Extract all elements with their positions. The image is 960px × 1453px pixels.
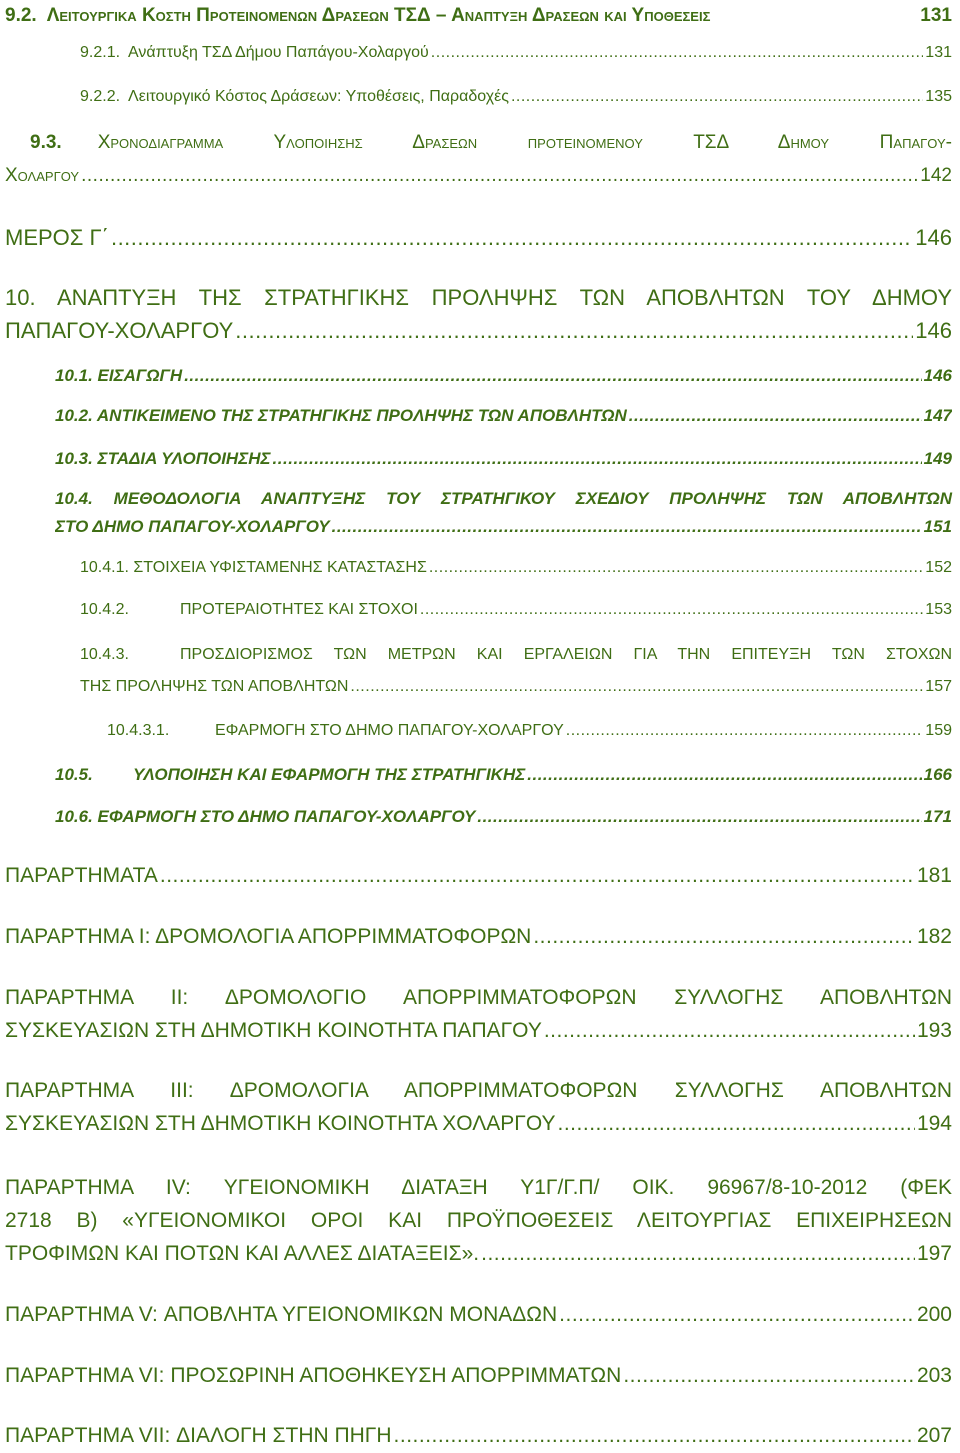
toc-entry[interactable] (5, 1424, 952, 1448)
toc-page: 181 (916, 864, 952, 887)
toc-title-line3: ΤΡΟΦΙΜΩΝ ΚΑΙ ΠΟΤΩΝ ΚΑΙ ΑΛΛΕΣ ΔΙΑΤΑΞΕΙΣ». (5, 1242, 480, 1265)
toc-title: ΠΡΟΤΕΡΑΙΟΤΗΤΕΣ ΚΑΙ ΣΤΟΧΟΙ (180, 601, 418, 618)
toc-entry[interactable] (55, 366, 952, 386)
toc-title: Λειτουργικό Κόστος Δράσεων: Υποθέσεις, Παραδοχές (128, 88, 509, 105)
toc-leader (477, 807, 921, 827)
toc-title: ΠΑΡΑΡΤΗΜΑ VI: ΠΡΟΣΩΡΙΝΗ ΑΠΟΘΗΚΕΥΣΗ ΑΠΟΡΡΙΜΜΑΤΩΝ (5, 1364, 622, 1387)
toc-page: 157 (925, 678, 952, 695)
toc-leader (481, 1242, 915, 1266)
toc-page: 207 (916, 1424, 952, 1447)
toc-number: 9.2.2. (80, 88, 121, 105)
toc-page: 152 (925, 559, 952, 576)
toc-leader (527, 765, 921, 785)
toc-entry[interactable] (0, 646, 960, 706)
toc-entry[interactable] (55, 406, 952, 426)
toc-leader (160, 864, 915, 888)
toc-number: 9.2. (5, 5, 37, 26)
toc-title: ΠΑΡΑΡΤΗΜΑ V: ΑΠΟΒΛΗΤΑ ΥΓΕΙΟΝΟΜΙΚΩΝ ΜΟΝΑΔΩΝ (5, 1303, 558, 1326)
toc-page: 135 (925, 88, 952, 105)
toc-page: 166 (923, 765, 952, 784)
toc-entry[interactable] (0, 285, 960, 351)
toc-page: 146 (923, 366, 952, 385)
toc-page: 146 (915, 225, 952, 250)
toc-page: 171 (923, 807, 952, 826)
toc-entry[interactable] (0, 1176, 960, 1276)
toc-title-line1: 10. ΑΝΑΠΤΥΞΗ ΤΗΣ ΣΤΡΑΤΗΓΙΚΗΣ ΠΡΟΛΗΨΗΣ ΤΩΝ ΑΠΟΒΛΗΤΩΝ ΤΟΥ ΔΗΜΟΥ (5, 285, 952, 310)
toc-page: 153 (925, 601, 952, 618)
toc-number: 10.4.3. (80, 646, 129, 663)
toc-title-line1: Χρονοδιαγραμμα Υλοποιησης Δρασεων προτεινομενου ΤΣΔ Δημου Παπαγου- (97, 132, 952, 153)
toc-leader (420, 601, 923, 619)
toc-entry[interactable] (5, 864, 952, 888)
toc-leader (81, 165, 918, 187)
toc-page: 131 (925, 44, 952, 61)
toc-title-line1: ΠΡΟΣΔΙΟΡΙΣΜΟΣ ΤΩΝ ΜΕΤΡΩΝ ΚΑΙ ΕΡΓΑΛΕΙΩΝ ΓΙΑ ΤΗΝ ΕΠΙΤΕΥΞΗ ΤΩΝ ΣΤΟΧΩΝ (180, 646, 952, 663)
toc-entry[interactable] (80, 88, 952, 106)
toc-entry[interactable] (0, 489, 960, 545)
toc-leader (566, 722, 924, 740)
toc-entry[interactable] (107, 722, 952, 740)
toc-entry[interactable] (80, 44, 952, 62)
toc-title-line2: 2718 Β) «ΥΓΕΙΟΝΟΜΙΚΟΙ ΟΡΟΙ ΚΑΙ ΠΡΟΫΠΟΘΕΣΕΙΣ ΛΕΙΤΟΥΡΓΙΑΣ ΕΠΙΧΕΙΡΗΣΕΩΝ (5, 1209, 952, 1232)
toc-number: 10.5. (55, 765, 93, 784)
toc-title: ΠΑΡΑΡΤΗΜΑ Ι: ΔΡΟΜΟΛΟΓΙΑ ΑΠΟΡΡΙΜΜΑΤΟΦΟΡΩΝ (5, 925, 532, 948)
toc-title: 10.4.1. ΣΤΟΙΧΕΙΑ ΥΦΙΣΤΑΜΕΝΗΣ ΚΑΤΑΣΤΑΣΗΣ (80, 559, 427, 576)
toc-leader (544, 1019, 915, 1043)
toc-title: ΜΕΡΟΣ Γ΄ (5, 225, 109, 250)
toc-leader (558, 1112, 915, 1136)
toc-leader (559, 1303, 915, 1327)
toc-title-line1: ΠΑΡΑΡΤΗΜΑ IV: ΥΓΕΙΟΝΟΜΙΚΗ ΔΙΑΤΑΞΗ Υ1Γ/Γ.Π/ ΟΙΚ. 96967/8-10-2012 (ΦΕΚ (5, 1176, 952, 1199)
toc-page: 142 (920, 165, 952, 186)
toc-title: 10.3. ΣΤΑΔΙΑ ΥΛΟΠΟΙΗΣΗΣ (55, 449, 271, 468)
toc-page: 197 (916, 1242, 952, 1265)
toc-entry[interactable] (0, 1079, 960, 1145)
toc-title-line2: ΤΗΣ ΠΡΟΛΗΨΗΣ ΤΩΝ ΑΠΟΒΛΗΤΩΝ (80, 678, 349, 695)
toc-title: ΥΛΟΠΟΙΗΣΗ ΚΑΙ ΕΦΑΡΜΟΓΗ ΤΗΣ ΣΤΡΑΤΗΓΙΚΗΣ (133, 765, 526, 784)
toc-page: 159 (925, 722, 952, 739)
toc-leader (431, 44, 924, 62)
toc-title-line2: ΣΥΣΚΕΥΑΣΙΩΝ ΣΤΗ ΔΗΜΟΤΙΚΗ ΚΟΙΝΟΤΗΤΑ ΧΟΛΑΡΓΟΥ (5, 1112, 556, 1135)
toc-leader (111, 225, 913, 251)
toc-leader (511, 88, 923, 106)
toc-title: ΠΑΡΑΡΤΗΜΑ VII: ΔΙΑΛΟΓΗ ΣΤΗΝ ΠΗΓΗ (5, 1424, 392, 1447)
toc-entry[interactable] (5, 1364, 952, 1388)
toc-entry[interactable] (5, 225, 952, 251)
toc-title: 10.6. ΕΦΑΡΜΟΓΗ ΣΤΟ ΔΗΜΟ ΠΑΠΑΓΟΥ-ΧΟΛΑΡΓΟΥ (55, 807, 476, 826)
toc-leader (235, 318, 913, 344)
toc-entry[interactable] (5, 1303, 952, 1327)
toc-page: 151 (923, 517, 952, 536)
toc-title-line1: 10.4. ΜΕΘΟΔΟΛΟΓΙΑ ΑΝΑΠΤΥΞΗΣ ΤΟΥ ΣΤΡΑΤΗΓΙΚΟΥ ΣΧΕΔΙΟΥ ΠΡΟΛΗΨΗΣ ΤΩΝ ΑΠΟΒΛΗΤΩΝ (55, 489, 952, 508)
toc-entry[interactable] (5, 5, 952, 27)
toc-page: 200 (916, 1303, 952, 1326)
toc-page: 131 (920, 5, 952, 26)
toc-title-line1: ΠΑΡΑΡΤΗΜΑ ΙΙ: ΔΡΟΜΟΛΟΓΙΟ ΑΠΟΡΡΙΜΜΑΤΟΦΟΡΩΝ ΣΥΛΛΟΓΗΣ ΑΠΟΒΛΗΤΩΝ (5, 986, 952, 1009)
toc-title-line2: ΣΤΟ ΔΗΜΟ ΠΑΠΑΓΟΥ-ΧΟΛΑΡΓΟΥ (55, 517, 330, 536)
toc-number: 9.3. (30, 132, 62, 153)
toc-page: 203 (916, 1364, 952, 1387)
toc-leader (332, 517, 922, 537)
toc-title-line1: ΠΑΡΑΡΤΗΜΑ ΙΙΙ: ΔΡΟΜΟΛΟΓΙΑ ΑΠΟΡΡΙΜΜΑΤΟΦΟΡΩΝ ΣΥΛΛΟΓΗΣ ΑΠΟΒΛΗΤΩΝ (5, 1079, 952, 1102)
toc-page: 193 (916, 1019, 952, 1042)
toc-title: Λειτουργικα Κοστη Προτεινομενων Δρασεων ΤΣΔ – Αναπτυξη Δρασεων και Υποθεσεις (46, 5, 711, 26)
toc-leader (533, 925, 915, 949)
toc-entry[interactable] (55, 807, 952, 827)
toc-page: 149 (923, 449, 952, 468)
toc-title: 10.2. ΑΝΤΙΚΕΙΜΕΝΟ ΤΗΣ ΣΤΡΑΤΗΓΙΚΗΣ ΠΡΟΛΗΨΗΣ ΤΩΝ ΑΠΟΒΛΗΤΩΝ (55, 406, 627, 425)
toc-page: 147 (923, 406, 952, 425)
toc-title: ΠΑΡΑΡΤΗΜΑΤΑ (5, 864, 158, 887)
toc-leader (350, 678, 923, 696)
toc-entry[interactable] (55, 765, 952, 785)
toc-page: 182 (916, 925, 952, 948)
toc-entry[interactable] (80, 559, 952, 577)
toc-number: 10.4.2. (80, 601, 129, 618)
toc-title-line2: ΠΑΠΑΓΟΥ-ΧΟΛΑΡΓΟΥ (5, 318, 234, 343)
toc-number: 10.4.3.1. (107, 722, 170, 739)
toc-title-line2: Χολαργου (5, 165, 80, 186)
toc-page: 146 (915, 318, 952, 343)
toc-page: 194 (916, 1112, 952, 1135)
toc-leader (629, 406, 922, 426)
toc-title: Ανάπτυξη ΤΣΔ Δήμου Παπάγου-Χολαργού (128, 44, 429, 61)
toc-leader (394, 1424, 915, 1448)
toc-number: 9.2.1. (80, 44, 121, 61)
toc-leader (429, 559, 923, 577)
toc-entry[interactable] (0, 132, 960, 198)
toc-title: 10.1. ΕΙΣΑΓΩΓΗ (55, 366, 183, 385)
toc-title: ΕΦΑΡΜΟΓΗ ΣΤΟ ΔΗΜΟ ΠΑΠΑΓΟΥ-ΧΟΛΑΡΓΟΥ (215, 722, 564, 739)
toc-leader (184, 366, 921, 386)
toc-leader (623, 1364, 915, 1388)
toc-entry[interactable] (0, 986, 960, 1052)
toc-entry[interactable] (55, 449, 952, 469)
toc-entry[interactable] (5, 925, 952, 949)
toc-entry[interactable] (80, 601, 952, 619)
toc-leader (273, 449, 922, 469)
toc-title-line2: ΣΥΣΚΕΥΑΣΙΩΝ ΣΤΗ ΔΗΜΟΤΙΚΗ ΚΟΙΝΟΤΗΤΑ ΠΑΠΑΓΟΥ (5, 1019, 542, 1042)
